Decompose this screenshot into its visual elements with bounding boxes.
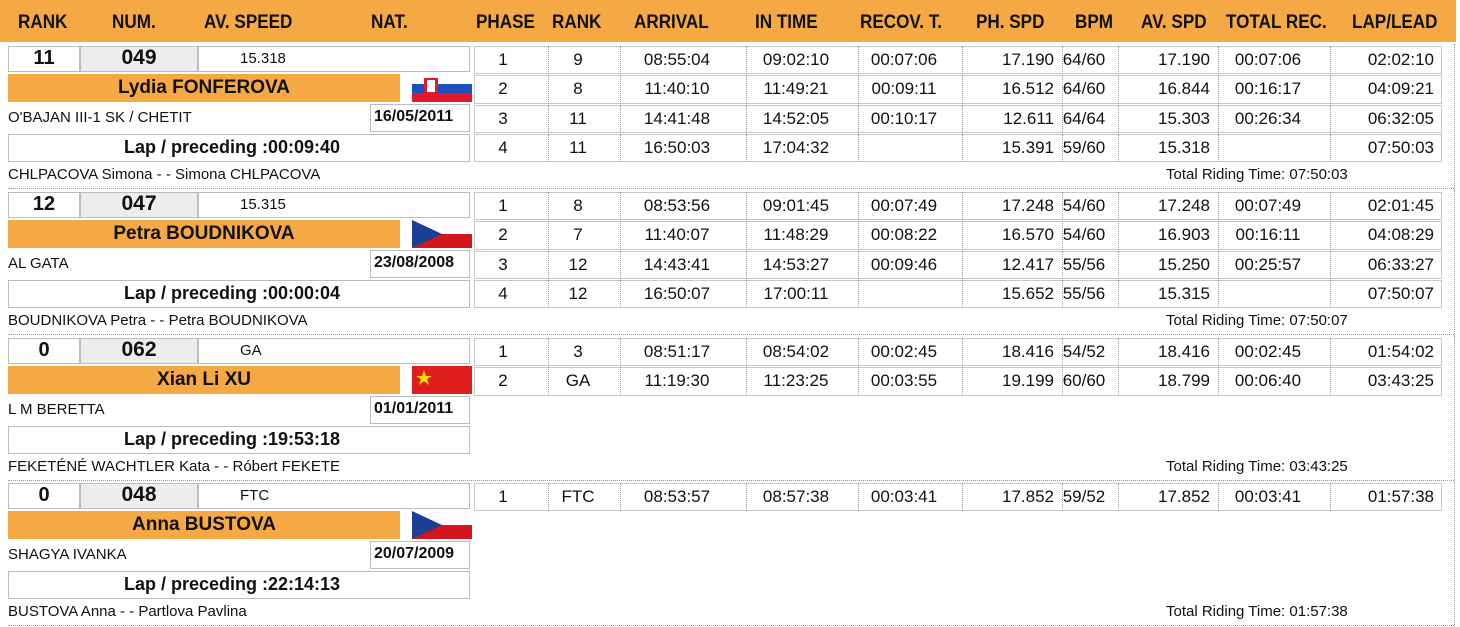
column-divider [1218, 75, 1219, 103]
column-divider [1218, 280, 1219, 308]
right-border [1454, 336, 1455, 482]
bpm-value: 59/52 [1062, 487, 1106, 506]
phase-rank-value: 12 [568, 254, 588, 274]
block-separator [8, 625, 1454, 626]
total-recovery-value: 00:07:06 [1234, 50, 1302, 69]
column-divider [746, 134, 747, 162]
horse-birth-date: 20/07/2009 [374, 545, 455, 562]
phase-speed-value: 16.570 [1002, 225, 1054, 245]
column-divider [858, 367, 859, 395]
in-time-value: 11:49:21 [763, 79, 829, 99]
column-divider [1062, 338, 1063, 366]
phase-value: 1 [498, 196, 508, 215]
recovery-time-value: 00:03:55 [870, 371, 938, 391]
column-divider [1218, 46, 1219, 74]
average-speed-cell [198, 46, 470, 72]
in-time-value: 09:01:45 [762, 196, 830, 215]
column-divider [1218, 251, 1219, 279]
bib-number: 049 [121, 46, 157, 69]
block-separator [8, 334, 1454, 335]
column-divider [1118, 280, 1119, 308]
lap-lead-value: 02:02:10 [1367, 50, 1434, 69]
rank-value: 0 [38, 484, 50, 506]
lap-lead-value: 06:33:27 [1367, 254, 1434, 274]
column-divider [620, 192, 621, 220]
in-time-value: 14:52:05 [762, 108, 830, 128]
phase-speed-value: 19.199 [1002, 371, 1054, 391]
horse-name: O'BAJAN III-1 SK / CHETIT [8, 109, 192, 126]
average-speed-value: 15.315 [1158, 283, 1210, 303]
bib-number: 048 [121, 483, 157, 506]
lap-preceding: Lap / preceding :00:09:40 [124, 137, 341, 157]
column-divider [962, 46, 963, 74]
column-divider [858, 483, 859, 511]
average-speed-cell [198, 338, 470, 364]
arrival-value: 08:53:57 [643, 487, 711, 506]
average-speed-value: 15.303 [1158, 108, 1210, 128]
header-ph-spd: PH. SPD [976, 12, 1045, 33]
header-phase: PHASE [476, 12, 535, 33]
phase-value: 3 [498, 254, 508, 274]
bpm-value: 59/60 [1062, 137, 1106, 157]
lap-lead-value: 02:01:45 [1367, 196, 1434, 215]
column-divider [620, 338, 621, 366]
lap-lead-value: 06:32:05 [1367, 108, 1434, 128]
column-divider [1118, 221, 1119, 249]
header-in-time: IN TIME [755, 12, 818, 33]
column-divider [548, 75, 549, 103]
average-speed-value: 15.318 [1158, 137, 1210, 157]
phase-speed-value: 18.416 [1002, 342, 1054, 361]
column-divider [746, 46, 747, 74]
phase-speed-value: 17.248 [1002, 196, 1054, 215]
total-recovery-value: 00:03:41 [1234, 487, 1302, 506]
total-riding-time: Total Riding Time: 01:57:38 [1166, 603, 1348, 620]
lap-lead-value: 07:50:07 [1367, 283, 1434, 303]
total-recovery-value: 00:16:11 [1235, 225, 1301, 245]
rank-value: 0 [38, 339, 50, 361]
phase-value: 4 [498, 137, 508, 157]
column-divider [746, 483, 747, 511]
phase-value: 2 [498, 371, 508, 391]
phase-value: 3 [498, 108, 508, 128]
in-time-value: 09:02:10 [762, 50, 830, 69]
column-divider [1118, 105, 1119, 133]
block-separator [8, 188, 1454, 189]
phase-rank-value: 8 [573, 196, 583, 215]
column-divider [746, 221, 747, 249]
header-nat: NAT. [371, 12, 408, 33]
lap-lead-value: 01:57:38 [1367, 487, 1434, 506]
column-divider [1118, 483, 1119, 511]
column-divider [1218, 221, 1219, 249]
average-speed-value: 18.416 [1158, 342, 1210, 361]
phase-speed-value: 15.652 [1002, 283, 1054, 303]
column-divider [1330, 483, 1331, 511]
average-speed-value: 16.844 [1158, 79, 1210, 99]
column-divider [1118, 367, 1119, 395]
column-divider [1330, 251, 1331, 279]
total-riding-time: Total Riding Time: 03:43:25 [1166, 458, 1348, 475]
total-recovery-value: 00:25:57 [1234, 254, 1302, 274]
column-divider [1062, 192, 1063, 220]
in-time-value: 17:00:11 [763, 283, 829, 303]
phase-speed-value: 16.512 [1002, 79, 1054, 99]
column-divider [1062, 483, 1063, 511]
bpm-value: 64/60 [1062, 50, 1106, 69]
column-divider [548, 280, 549, 308]
in-time-value: 11:48:29 [763, 225, 829, 245]
column-divider [548, 338, 549, 366]
recovery-time-value: 00:03:41 [870, 487, 938, 506]
bib-number: 047 [121, 192, 157, 215]
phase-value: 1 [498, 50, 508, 69]
recovery-time-value: 00:09:46 [870, 254, 938, 274]
column-divider [962, 134, 963, 162]
lap-lead-value: 04:09:21 [1367, 79, 1434, 99]
column-divider [962, 251, 963, 279]
column-divider [746, 251, 747, 279]
in-time-value: 08:54:02 [762, 342, 830, 361]
column-divider [962, 221, 963, 249]
column-divider [1218, 338, 1219, 366]
lap-lead-value: 07:50:03 [1367, 137, 1434, 157]
average-speed-value: 18.799 [1158, 371, 1210, 391]
column-divider [620, 280, 621, 308]
in-time-value: 17:04:32 [762, 137, 830, 157]
average-speed-cell [198, 483, 470, 509]
arrival-value: 08:51:17 [643, 342, 711, 361]
column-divider [1218, 483, 1219, 511]
bpm-value: 55/56 [1062, 254, 1106, 274]
average-speed-cell [198, 192, 470, 218]
average-speed-value: 17.248 [1158, 196, 1210, 215]
average-speed-value: 15.250 [1158, 254, 1210, 274]
total-riding-time: Total Riding Time: 07:50:07 [1166, 312, 1348, 329]
column-divider [858, 221, 859, 249]
owner-line: BOUDNIKOVA Petra - - Petra BOUDNIKOVA [8, 312, 308, 329]
right-border [1454, 44, 1455, 190]
column-divider [962, 367, 963, 395]
lap-lead-value: 01:54:02 [1367, 342, 1434, 361]
column-divider [548, 367, 549, 395]
arrival-value: 08:53:56 [643, 196, 711, 215]
column-divider [620, 134, 621, 162]
lap-lead-value: 04:08:29 [1367, 225, 1434, 245]
phase-value: 4 [498, 283, 508, 303]
lap-preceding: Lap / preceding :00:00:04 [124, 283, 341, 303]
column-divider [1118, 134, 1119, 162]
column-divider [1330, 367, 1331, 395]
header-total-rec: TOTAL REC. [1226, 12, 1327, 33]
column-divider [1330, 75, 1331, 103]
column-divider [1330, 221, 1331, 249]
arrival-value: 14:43:41 [643, 254, 711, 274]
column-divider [1330, 192, 1331, 220]
header-av-spd: AV. SPD [1141, 12, 1207, 33]
column-divider [548, 192, 549, 220]
column-divider [548, 105, 549, 133]
header-arrival: ARRIVAL [634, 12, 709, 33]
column-divider [962, 280, 963, 308]
bpm-value: 54/60 [1062, 225, 1106, 245]
column-divider [1062, 46, 1063, 74]
column-divider [1062, 134, 1063, 162]
column-divider [548, 134, 549, 162]
column-divider [962, 75, 963, 103]
phase-speed-value: 12.417 [1002, 254, 1054, 274]
column-divider [1118, 192, 1119, 220]
phase-rank-value: GA [565, 371, 591, 391]
horse-birth-date: 23/08/2008 [374, 254, 455, 271]
total-recovery-value: 00:02:45 [1234, 342, 1302, 361]
nationality-code: SVK [399, 77, 411, 100]
horse-name: L M BERETTA [8, 401, 105, 418]
column-divider [1118, 46, 1119, 74]
header-lap-lead: LAP/LEAD [1352, 12, 1438, 33]
average-speed-value: 17.852 [1158, 487, 1210, 506]
header-recov-t: RECOV. T. [860, 12, 943, 33]
right-border [1454, 481, 1455, 627]
phase-value: 2 [498, 225, 508, 245]
header-num: NUM. [112, 12, 156, 33]
column-divider [620, 105, 621, 133]
column-divider [746, 367, 747, 395]
column-divider [548, 221, 549, 249]
phase-speed-value: 15.391 [1002, 137, 1054, 157]
average-speed-value: 16.903 [1158, 225, 1210, 245]
average-speed-value: 15.318 [240, 50, 286, 67]
rider-name: Anna BUSTOVA [132, 514, 276, 535]
column-divider [858, 75, 859, 103]
bpm-value: 54/60 [1062, 196, 1106, 215]
column-divider [858, 280, 859, 308]
rider-name: Lydia FONFEROVA [117, 77, 291, 98]
column-divider [1062, 75, 1063, 103]
arrival-value: 11:40:07 [644, 225, 710, 245]
column-divider [1118, 251, 1119, 279]
column-divider [1330, 280, 1331, 308]
bib-number: 062 [121, 338, 157, 361]
column-divider [746, 75, 747, 103]
phase-value: 1 [498, 342, 508, 361]
column-divider [1062, 221, 1063, 249]
total-recovery-value: 00:16:17 [1234, 79, 1302, 99]
arrival-value: 16:50:07 [643, 283, 711, 303]
phase-value: 2 [498, 79, 508, 99]
phase-rank-value: 8 [573, 79, 583, 99]
column-divider [1330, 46, 1331, 74]
lap-preceding: Lap / preceding :22:14:13 [124, 574, 341, 594]
phase-speed-value: 12.611 [1003, 108, 1054, 128]
rider-name: Xian Li XU [157, 369, 251, 390]
recovery-time-value: 00:07:06 [870, 50, 938, 69]
bpm-value: 54/52 [1062, 342, 1106, 361]
horse-birth-date: 01/01/2011 [374, 400, 454, 417]
in-time-value: 08:57:38 [762, 487, 830, 506]
horse-name: SHAGYA IVANKA [8, 546, 127, 563]
column-divider [620, 75, 621, 103]
average-speed-value: 15.315 [240, 196, 286, 213]
phase-rank-value: 9 [573, 50, 583, 69]
column-divider [1118, 75, 1119, 103]
column-divider [858, 134, 859, 162]
owner-line: FEKETÉNÉ WACHTLER Kata - - Róbert FEKETE [8, 458, 341, 475]
arrival-value: 08:55:04 [643, 50, 711, 69]
bpm-value: 55/56 [1062, 283, 1106, 303]
nationality-code: CZE [399, 515, 411, 537]
column-divider [1062, 280, 1063, 308]
phase-speed-value: 17.852 [1002, 487, 1054, 506]
rank-value: 12 [32, 193, 56, 215]
column-divider [962, 483, 963, 511]
column-divider [1218, 367, 1219, 395]
average-speed-value: GA [240, 342, 262, 359]
results-header-bar [0, 0, 1456, 42]
rider-name: Petra BOUDNIKOVA [113, 223, 295, 244]
phase-rank-value: 11 [569, 108, 587, 128]
phase-rank-value: FTC [561, 487, 595, 506]
total-riding-time: Total Riding Time: 07:50:03 [1166, 166, 1348, 183]
column-divider [548, 251, 549, 279]
bpm-value: 60/60 [1062, 371, 1106, 391]
phase-speed-value: 17.190 [1002, 50, 1054, 69]
in-time-value: 11:23:25 [763, 371, 829, 391]
arrival-value: 11:19:30 [644, 371, 710, 391]
owner-line: BUSTOVA Anna - - Partlova Pavlina [8, 603, 247, 620]
arrival-value: 14:41:48 [643, 108, 711, 128]
phase-value: 1 [498, 487, 508, 506]
owner-line: CHLPACOVA Simona - - Simona CHLPACOVA [8, 166, 321, 183]
phase-rank-value: 12 [568, 283, 588, 303]
column-divider [1330, 338, 1331, 366]
right-border [1454, 190, 1455, 336]
horse-name: AL GATA [8, 255, 69, 272]
total-recovery-value: 00:06:40 [1234, 371, 1302, 391]
header-av-speed: AV. SPEED [204, 12, 293, 33]
column-divider [746, 105, 747, 133]
column-divider [620, 251, 621, 279]
column-divider [1062, 251, 1063, 279]
nationality-code: CHN [399, 368, 411, 392]
column-divider [858, 338, 859, 366]
horse-birth-date: 16/05/2011 [374, 108, 454, 125]
column-divider [746, 280, 747, 308]
average-speed-value: FTC [240, 487, 270, 504]
column-divider [1062, 105, 1063, 133]
phase-rank-value: 7 [573, 225, 583, 245]
column-divider [858, 251, 859, 279]
column-divider [620, 46, 621, 74]
lap-lead-value: 03:43:25 [1367, 371, 1434, 391]
header-bpm: BPM [1075, 12, 1114, 33]
average-speed-value: 17.190 [1158, 50, 1210, 69]
recovery-time-value: 00:08:22 [870, 225, 938, 245]
bpm-value: 64/64 [1062, 108, 1106, 128]
column-divider [548, 46, 549, 74]
column-divider [548, 483, 549, 511]
arrival-value: 16:50:03 [643, 137, 711, 157]
column-divider [858, 105, 859, 133]
header-rank: RANK [18, 12, 68, 33]
column-divider [620, 367, 621, 395]
recovery-time-value: 00:09:11 [871, 79, 937, 99]
column-divider [858, 46, 859, 74]
recovery-time-value: 00:10:17 [870, 108, 938, 128]
column-divider [1118, 338, 1119, 366]
column-divider [1330, 134, 1331, 162]
column-divider [746, 338, 747, 366]
arrival-value: 11:40:10 [644, 79, 710, 99]
nationality-code: CZE [399, 224, 411, 246]
in-time-value: 14:53:27 [762, 254, 830, 274]
column-divider [1218, 134, 1219, 162]
column-divider [1218, 192, 1219, 220]
column-divider [962, 192, 963, 220]
column-divider [1330, 105, 1331, 133]
phase-rank-value: 11 [569, 137, 587, 157]
column-divider [1218, 105, 1219, 133]
column-divider [962, 338, 963, 366]
bpm-value: 64/60 [1062, 79, 1106, 99]
rank-value: 11 [33, 47, 55, 69]
phase-rank-value: 3 [573, 342, 583, 361]
column-divider [962, 105, 963, 133]
total-recovery-value: 00:07:49 [1234, 196, 1302, 215]
column-divider [620, 221, 621, 249]
column-divider [620, 483, 621, 511]
header-rank: RANK [552, 12, 602, 33]
lap-preceding: Lap / preceding :19:53:18 [124, 429, 341, 449]
column-divider [1062, 367, 1063, 395]
column-divider [858, 192, 859, 220]
total-recovery-value: 00:26:34 [1234, 108, 1302, 128]
recovery-time-value: 00:07:49 [870, 196, 938, 215]
recovery-time-value: 00:02:45 [870, 342, 938, 361]
column-divider [746, 192, 747, 220]
